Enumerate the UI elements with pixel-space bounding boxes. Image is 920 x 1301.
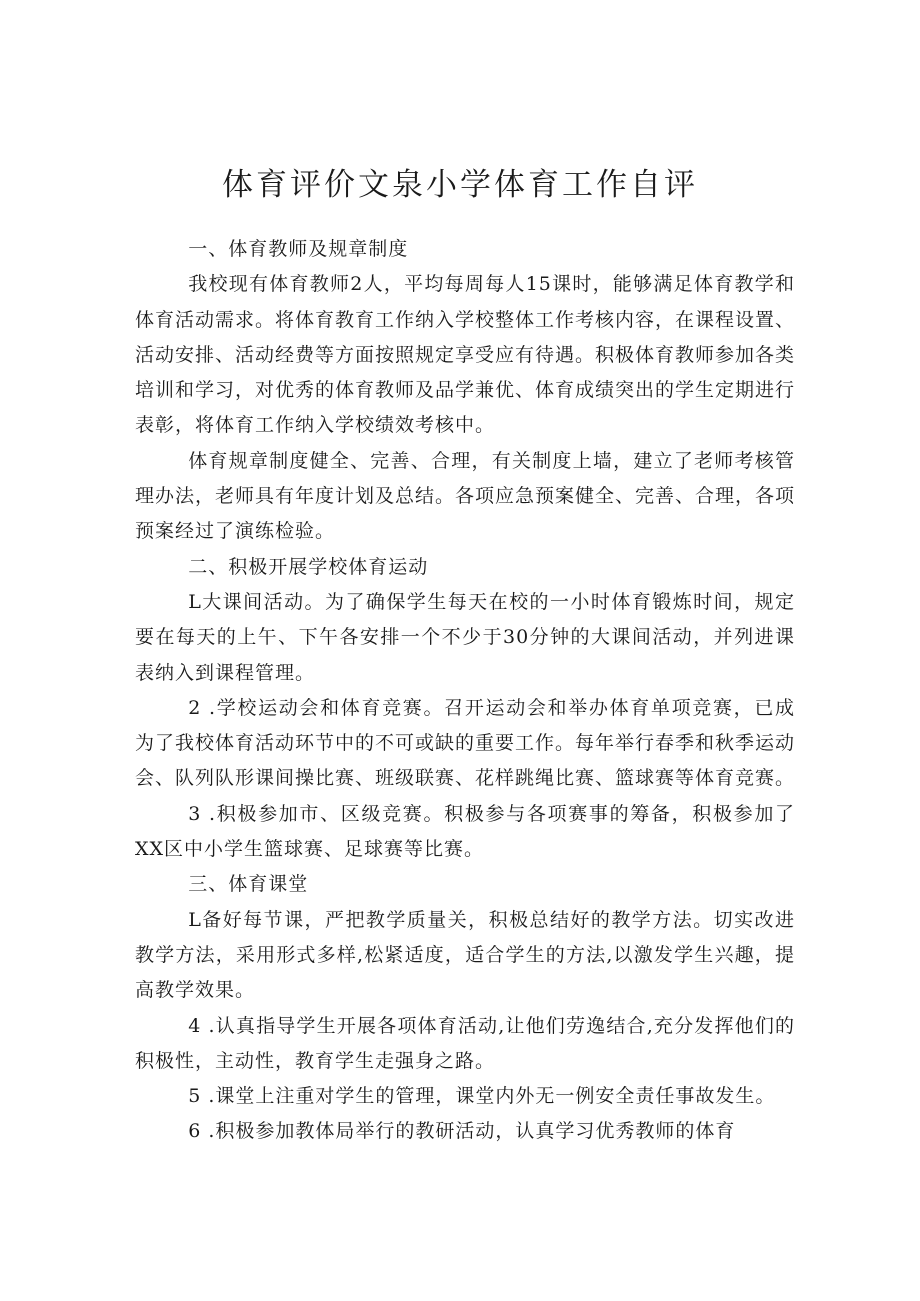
section-heading-3: 三、体育课堂	[188, 873, 309, 896]
paragraph: L备好每节课，严把教学质量关，积极总结好的教学方法。切实改进教学方法，采用形式多样,松紧适度，适合学生的方法,以激发学生兴趣，提高教学效果。	[135, 908, 795, 1002]
paragraph: 5 .课堂上注重对学生的管理，课堂内外无一例安全责任事故发生。	[188, 1085, 776, 1108]
paragraph: 4 .认真指导学生开展各项体育活动,让他们劳逸结合,充分发挥他们的积极性，主动性，教育学生走强身之路。	[135, 1014, 795, 1072]
section-heading-2: 二、积极开展学校体育运动	[188, 555, 429, 578]
section-heading-1: 一、体育教师及规章制度	[188, 238, 409, 260]
paragraph: 6 .积极参加教体局举行的教研活动，认真学习优秀教师的体育	[188, 1120, 736, 1143]
paragraph: 2 .学校运动会和体育竞赛。召开运动会和举办体育单项竞赛，已成为了我校体育活动环节中的不可或缺的重要工作。每年举行春季和秋季运动会、队列队形课间操比赛、班级联赛、花样跳绳比赛、篮球赛等体育竞赛。	[135, 696, 796, 790]
document-title: 体育评价文泉小学体育工作自评	[222, 167, 698, 203]
paragraph: 体育规章制度健全、完善、合理，有关制度上墙，建立了老师考核管理办法，老师具有年度计划及总结。各项应急预案健全、完善、合理，各项预案经过了演练检验。	[135, 449, 796, 543]
paragraph: L大课间活动。为了确保学生每天在校的一小时体育锻炼时间，规定要在每天的上午、下午各安排一个不少于30分钟的大课间活动，并列进课表纳入到课程管理。	[135, 590, 795, 684]
paragraph: 我校现有体育教师2人，平均每周每人15课时，能够满足体育教学和体育活动需求。将体育教育工作纳入学校整体工作考核内容，在课程设置、活动安排、活动经费等方面按照规定享受应有待遇。积极体育教师参加各类培训和学习，对优秀的体育教师及品学兼优、体育成绩突出的学生定期进行表彰，将体育工作纳入学校绩效考核中。	[135, 273, 796, 437]
document-body	[135, 232, 795, 1150]
paragraph: 3 .积极参加市、区级竞赛。积极参与各项赛事的筹备，积极参加了XX区中小学生篮球赛、足球赛等比赛。	[135, 802, 795, 861]
